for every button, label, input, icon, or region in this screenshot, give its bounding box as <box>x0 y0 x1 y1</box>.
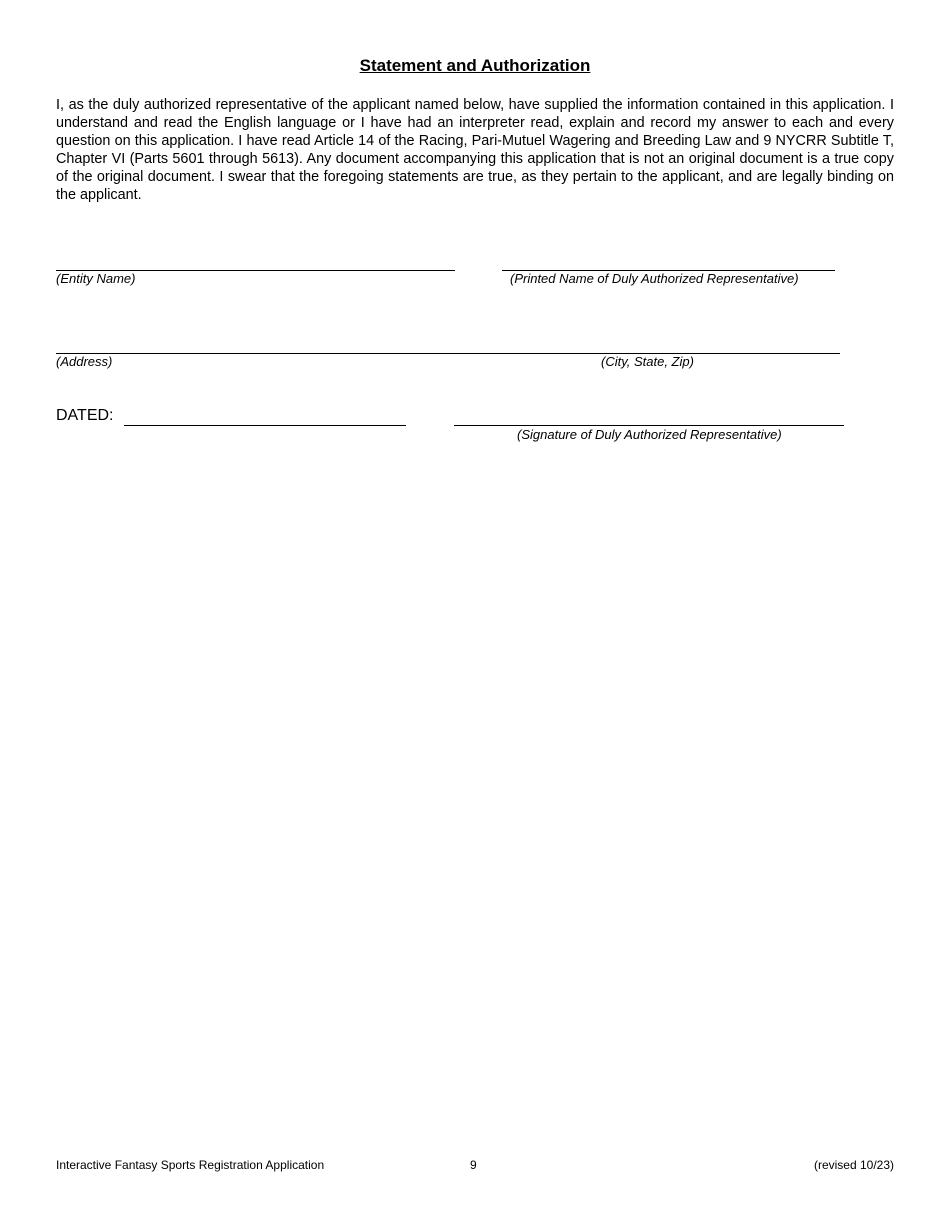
statement-paragraph: I, as the duly authorized representative of the applicant named below, have supplied the information contained in this application. I understand and read the English language or I have had an interpreter read, explain and record my answer to each and every question on this application. I have read Article 14 of the Racing, Pari-Mutuel Wagering and Breeding Law and 9 NYCRR Subtitle T, Chapter VI (Parts 5601 through 5613). Any document accompanying this application that is not an original document is a true copy of the original document. I swear that the foregoing statements are true, as they pertain to the applicant, and are legally binding on the applicant. <box>56 97 894 203</box>
dated-field[interactable] <box>124 425 406 426</box>
city-state-zip-label: (City, State, Zip) <box>601 354 694 369</box>
address-field[interactable] <box>56 353 840 354</box>
footer-page-number: 9 <box>470 1158 477 1172</box>
address-label: (Address) <box>56 354 113 369</box>
page-title: Statement and Authorization <box>359 56 591 75</box>
dated-label: DATED: <box>56 407 114 424</box>
signature-label: (Signature of Duly Authorized Representative) <box>517 427 782 442</box>
signature-field[interactable] <box>454 425 844 426</box>
footer-revision: (revised 10/23) <box>813 1158 894 1172</box>
printed-name-label: (Printed Name of Duly Authorized Representative) <box>510 271 799 286</box>
footer-document-name: Interactive Fantasy Sports Registration Application <box>56 1158 325 1172</box>
entity-name-label: (Entity Name) <box>56 271 136 286</box>
